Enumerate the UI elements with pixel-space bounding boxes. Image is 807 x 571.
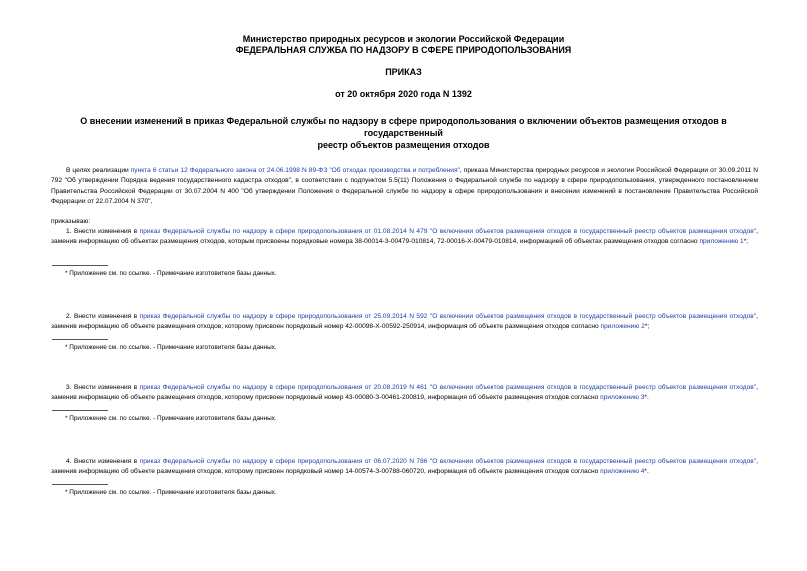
footnote-divider-3 xyxy=(52,410,108,411)
item-1-text-3: *; xyxy=(743,238,749,246)
item-4-order-link[interactable]: приказ Федеральной службы по надзору в сфере природопользования от 06.07.2020 N 786 "О включении объектов размещения отходов в государственный реестр объектов размещения отходов" xyxy=(139,458,757,465)
footnote-divider-1 xyxy=(52,265,108,266)
item-1-paragraph xyxy=(51,227,758,248)
preamble-paragraph xyxy=(51,166,758,207)
doc-type-heading: ПРИКАЗ xyxy=(385,67,422,77)
item-1-text-1: 1. Внести изменения в xyxy=(66,228,140,235)
footnote-4: * Приложение см. по ссылке. - Примечание изготовителя базы данных. xyxy=(65,489,277,496)
item-4-text-1: 4. Внести изменения в xyxy=(66,458,140,465)
item-3-text-1: 3. Внести изменения в xyxy=(66,384,140,391)
footnote-1: * Приложение см. по ссылке. - Примечание изготовителя базы данных. xyxy=(65,270,277,277)
order-word: приказываю: xyxy=(51,218,91,225)
item-3-appendix-link[interactable]: приложению 3 xyxy=(600,394,645,402)
item-2-order-link[interactable]: приказ Федеральной службы по надзору в сфере природопользования от 25.09.2014 N 592 "О включении объектов размещения отходов в государственный реестр объектов размещения отходов" xyxy=(139,313,757,320)
item-4-appendix-link[interactable]: приложению 4 xyxy=(600,468,645,476)
item-3-text-3: *. xyxy=(644,394,649,402)
footnote-divider-4 xyxy=(52,484,108,485)
preamble-text-1: В целях реализации xyxy=(66,167,131,174)
footnote-divider-2 xyxy=(52,339,108,340)
document-title xyxy=(60,115,747,151)
item-3-text-2: , заменив информацию об объекте размещения отходов, которому присвоен порядковый номер 43-00080-З-00461-200819, информация об объекте размещения отходов согласно xyxy=(51,384,758,402)
item-4-text-3: *. xyxy=(644,468,649,476)
item-2-text-2: , заменив информацию об объекте размещения отходов, которому присвоен порядковый номер 42-00098-Х-00592-250914, информация об объекте размещения отходов согласно xyxy=(51,313,758,331)
footnote-3: * Приложение см. по ссылке. - Примечание изготовителя базы данных. xyxy=(65,415,277,422)
document-title-line-1: О внесении изменений в приказ Федеральной службы по надзору в сфере природопользования о включении объектов размещения отходов в государственный xyxy=(80,116,727,138)
item-3-paragraph xyxy=(51,383,758,404)
item-2-paragraph xyxy=(51,312,758,333)
item-2-text-3: *; xyxy=(644,323,650,331)
item-1-appendix-link[interactable]: приложению 1 xyxy=(699,238,744,246)
preamble-text-2: , приказа Министерства природных ресурсов и экологии Российской Федерации от 30.09.2011 N 792 "Об утверждении Порядка ведения государственного кадастра отходов", в соответствии с подпунктом 5.5(11) Положения о Федеральной службе по надзору в сфере природопользования, утвержденного постановлением Правительства Российской Федерации от 30.07.2004 N 400 "Об утверждении Положения о Федеральной службе по надзору в сфере природопользования и внесении изменений в постановление Правительства Российской Федерации от 22.07.2004 N 370", xyxy=(51,167,759,205)
item-4-paragraph xyxy=(51,457,758,478)
item-1-text-2: , заменив информацию об объектах размещения отходов, которым присвоены порядковые номера 38-00014-З-00479-010814, 72-00016-Х-00479-010814, информацией об объектах размещения отходов согласно xyxy=(51,228,758,246)
footnote-2: * Приложение см. по ссылке. - Примечание изготовителя базы данных. xyxy=(65,344,277,351)
document-title-line-2: реестр объектов размещения отходов xyxy=(317,140,490,150)
item-2-text-1: 2. Внести изменения в xyxy=(66,313,140,320)
item-4-text-2: , заменив информацию об объекте размещения отходов, которому присвоен порядковый номер 14-00574-З-00788-060720, информация об объекте размещения отходов согласно xyxy=(51,458,758,476)
service-heading: ФЕДЕРАЛЬНАЯ СЛУЖБА ПО НАДЗОРУ В СФЕРЕ ПРИРОДОПОЛЬЗОВАНИЯ xyxy=(235,45,572,55)
item-2-appendix-link[interactable]: приложению 2 xyxy=(600,323,645,331)
date-number-heading: от 20 октября 2020 года N 1392 xyxy=(335,89,472,99)
item-3-order-link[interactable]: приказ Федеральной службы по надзору в сфере природопользования от 20.08.2019 N 461 "О включении объектов размещения отходов в государственный реестр объектов размещения отходов" xyxy=(139,384,757,391)
law-link[interactable]: пункта 6 статьи 12 Федерального закона от 24.06.1998 N 89-ФЗ "Об отходах производства и потребления" xyxy=(130,167,460,174)
ministry-heading: Министерство природных ресурсов и экологии Российской Федерации xyxy=(242,34,565,44)
item-1-order-link[interactable]: приказ Федеральной службы по надзору в сфере природопользования от 01.08.2014 N 479 "О включении объектов размещения отходов в государственный реестр объектов размещения отходов" xyxy=(139,228,757,235)
